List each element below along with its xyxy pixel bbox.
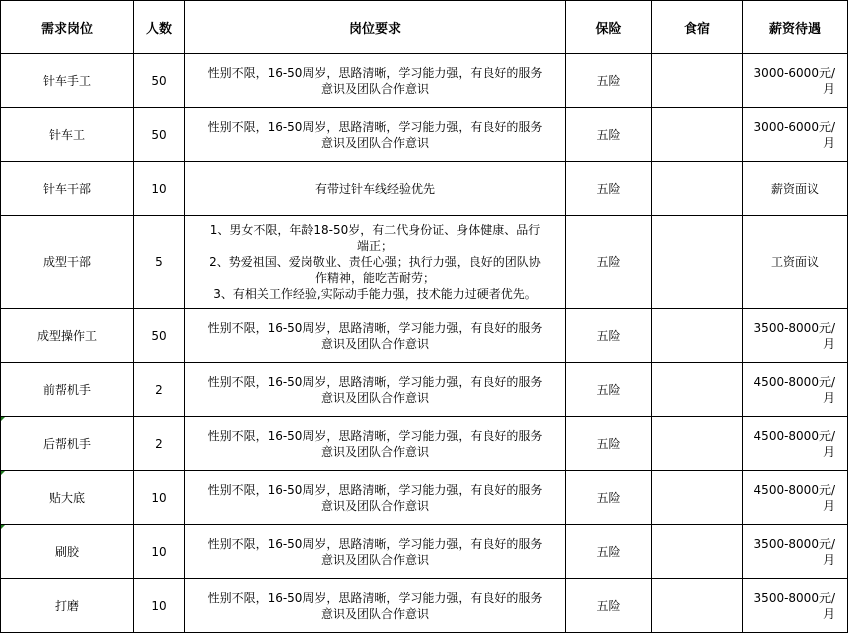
cell-position: 成型干部 <box>1 216 134 309</box>
cell-insurance: 五险 <box>566 525 652 579</box>
cell-position: 针车工 <box>1 108 134 162</box>
requirement-line: 作精神，能吃苦耐劳； <box>314 271 435 285</box>
requirement-line: 有带过针车线经验优先 <box>314 181 435 196</box>
cell-food-housing <box>652 54 743 108</box>
requirement-line: 性别不限，16-50周岁，思路清晰，学习能力强，有良好的服务 <box>207 536 543 551</box>
requirement-line: 意识及团队合作意识 <box>320 135 429 150</box>
requirement-line: 意识及团队合作意识 <box>320 81 429 96</box>
requirement-line: 端正； <box>356 239 393 253</box>
cell-position <box>1 471 134 525</box>
cell-food-housing <box>652 108 743 162</box>
comment-marker-icon <box>1 525 6 530</box>
table-row <box>1 417 848 471</box>
cell-requirements <box>185 162 566 216</box>
table-row <box>1 216 848 309</box>
cell-insurance: 五险 <box>566 579 652 633</box>
requirement-line: 性别不限，16-50周岁，思路清晰，学习能力强，有良好的服务 <box>207 65 543 80</box>
cell-food-housing <box>652 162 743 216</box>
header-requirements: 岗位要求 <box>185 1 566 54</box>
cell-count: 10 <box>134 579 185 633</box>
header-food-housing: 食宿 <box>652 1 743 54</box>
cell-count: 2 <box>134 363 185 417</box>
cell-requirements <box>185 216 566 309</box>
requirement-line: 意识及团队合作意识 <box>320 552 429 567</box>
cell-requirements <box>185 363 566 417</box>
cell-position-text: 贴大底 <box>48 490 85 505</box>
requirement-line: 意识及团队合作意识 <box>320 498 429 513</box>
cell-position: 打磨 <box>1 579 134 633</box>
cell-count: 10 <box>134 471 185 525</box>
cell-insurance: 五险 <box>566 363 652 417</box>
comment-marker-icon <box>1 471 6 476</box>
header-insurance: 保险 <box>566 1 652 54</box>
cell-position <box>1 417 134 471</box>
requirement-line: 意识及团队合作意识 <box>320 390 429 405</box>
cell-position: 前帮机手 <box>1 363 134 417</box>
cell-insurance: 五险 <box>566 162 652 216</box>
cell-count: 5 <box>134 216 185 309</box>
requirement-line: 性别不限，16-50周岁，思路清晰，学习能力强，有良好的服务 <box>207 482 543 497</box>
cell-salary: 3500-8000元/月 <box>743 525 848 579</box>
cell-count: 50 <box>134 54 185 108</box>
cell-requirements <box>185 525 566 579</box>
requirement-line: 性别不限，16-50周岁，思路清晰，学习能力强，有良好的服务 <box>207 428 543 443</box>
cell-requirements <box>185 54 566 108</box>
header-position: 需求岗位 <box>1 1 134 54</box>
cell-requirements <box>185 471 566 525</box>
table-row <box>1 54 848 108</box>
cell-insurance: 五险 <box>566 108 652 162</box>
cell-salary: 4500-8000元/月 <box>743 363 848 417</box>
cell-count: 10 <box>134 525 185 579</box>
cell-food-housing <box>652 471 743 525</box>
cell-insurance: 五险 <box>566 417 652 471</box>
cell-food-housing <box>652 363 743 417</box>
cell-salary: 3500-8000元/月 <box>743 309 848 363</box>
requirement-line: 意识及团队合作意识 <box>320 336 429 351</box>
table-row <box>1 471 848 525</box>
cell-insurance: 五险 <box>566 216 652 309</box>
cell-insurance: 五险 <box>566 471 652 525</box>
cell-count: 50 <box>134 309 185 363</box>
cell-salary: 薪资面议 <box>743 162 848 216</box>
cell-requirements <box>185 579 566 633</box>
requirement-line: 意识及团队合作意识 <box>320 444 429 459</box>
requirement-line: 性别不限，16-50周岁，思路清晰，学习能力强，有良好的服务 <box>207 590 543 605</box>
requirement-line: 性别不限，16-50周岁，思路清晰，学习能力强，有良好的服务 <box>207 119 543 134</box>
cell-requirements <box>185 417 566 471</box>
cell-position-text: 后帮机手 <box>42 436 91 451</box>
requirement-line: 1、男女不限，年龄18-50岁，有二代身份证、身体健康、品行 <box>209 223 541 237</box>
requirement-line: 3、有相关工作经验,实际动手能力强，技术能力过硬者优先。 <box>213 287 537 301</box>
cell-salary: 3000-6000元/月 <box>743 54 848 108</box>
cell-count: 50 <box>134 108 185 162</box>
comment-marker-icon <box>1 417 6 422</box>
cell-food-housing <box>652 579 743 633</box>
cell-count: 10 <box>134 162 185 216</box>
header-salary: 薪资待遇 <box>743 1 848 54</box>
table-row <box>1 309 848 363</box>
cell-position <box>1 525 134 579</box>
cell-insurance: 五险 <box>566 309 652 363</box>
cell-salary: 3000-6000元/月 <box>743 108 848 162</box>
cell-salary: 工资面议 <box>743 216 848 309</box>
requirement-line: 性别不限，16-50周岁，思路清晰，学习能力强，有良好的服务 <box>207 320 543 335</box>
cell-count: 2 <box>134 417 185 471</box>
requirement-line: 性别不限，16-50周岁，思路清晰，学习能力强，有良好的服务 <box>207 374 543 389</box>
cell-food-housing <box>652 525 743 579</box>
cell-food-housing <box>652 309 743 363</box>
table-row <box>1 162 848 216</box>
cell-position-text: 刷胶 <box>54 544 79 559</box>
cell-salary: 4500-8000元/月 <box>743 471 848 525</box>
cell-food-housing <box>652 417 743 471</box>
header-count: 人数 <box>134 1 185 54</box>
cell-salary: 4500-8000元/月 <box>743 417 848 471</box>
cell-position: 针车干部 <box>1 162 134 216</box>
table-row <box>1 108 848 162</box>
table-row <box>1 363 848 417</box>
cell-food-housing <box>652 216 743 309</box>
cell-salary: 3500-8000元/月 <box>743 579 848 633</box>
cell-requirements <box>185 108 566 162</box>
table-row <box>1 525 848 579</box>
requirement-line: 意识及团队合作意识 <box>320 606 429 621</box>
cell-position: 针车手工 <box>1 54 134 108</box>
cell-requirements <box>185 309 566 363</box>
header-row <box>1 1 848 54</box>
cell-position: 成型操作工 <box>1 309 134 363</box>
table-row <box>1 579 848 633</box>
cell-insurance: 五险 <box>566 54 652 108</box>
requirement-line: 2、势爱祖国、爱岗敬业、责任心强；执行力强，良好的团队协 <box>209 255 541 269</box>
